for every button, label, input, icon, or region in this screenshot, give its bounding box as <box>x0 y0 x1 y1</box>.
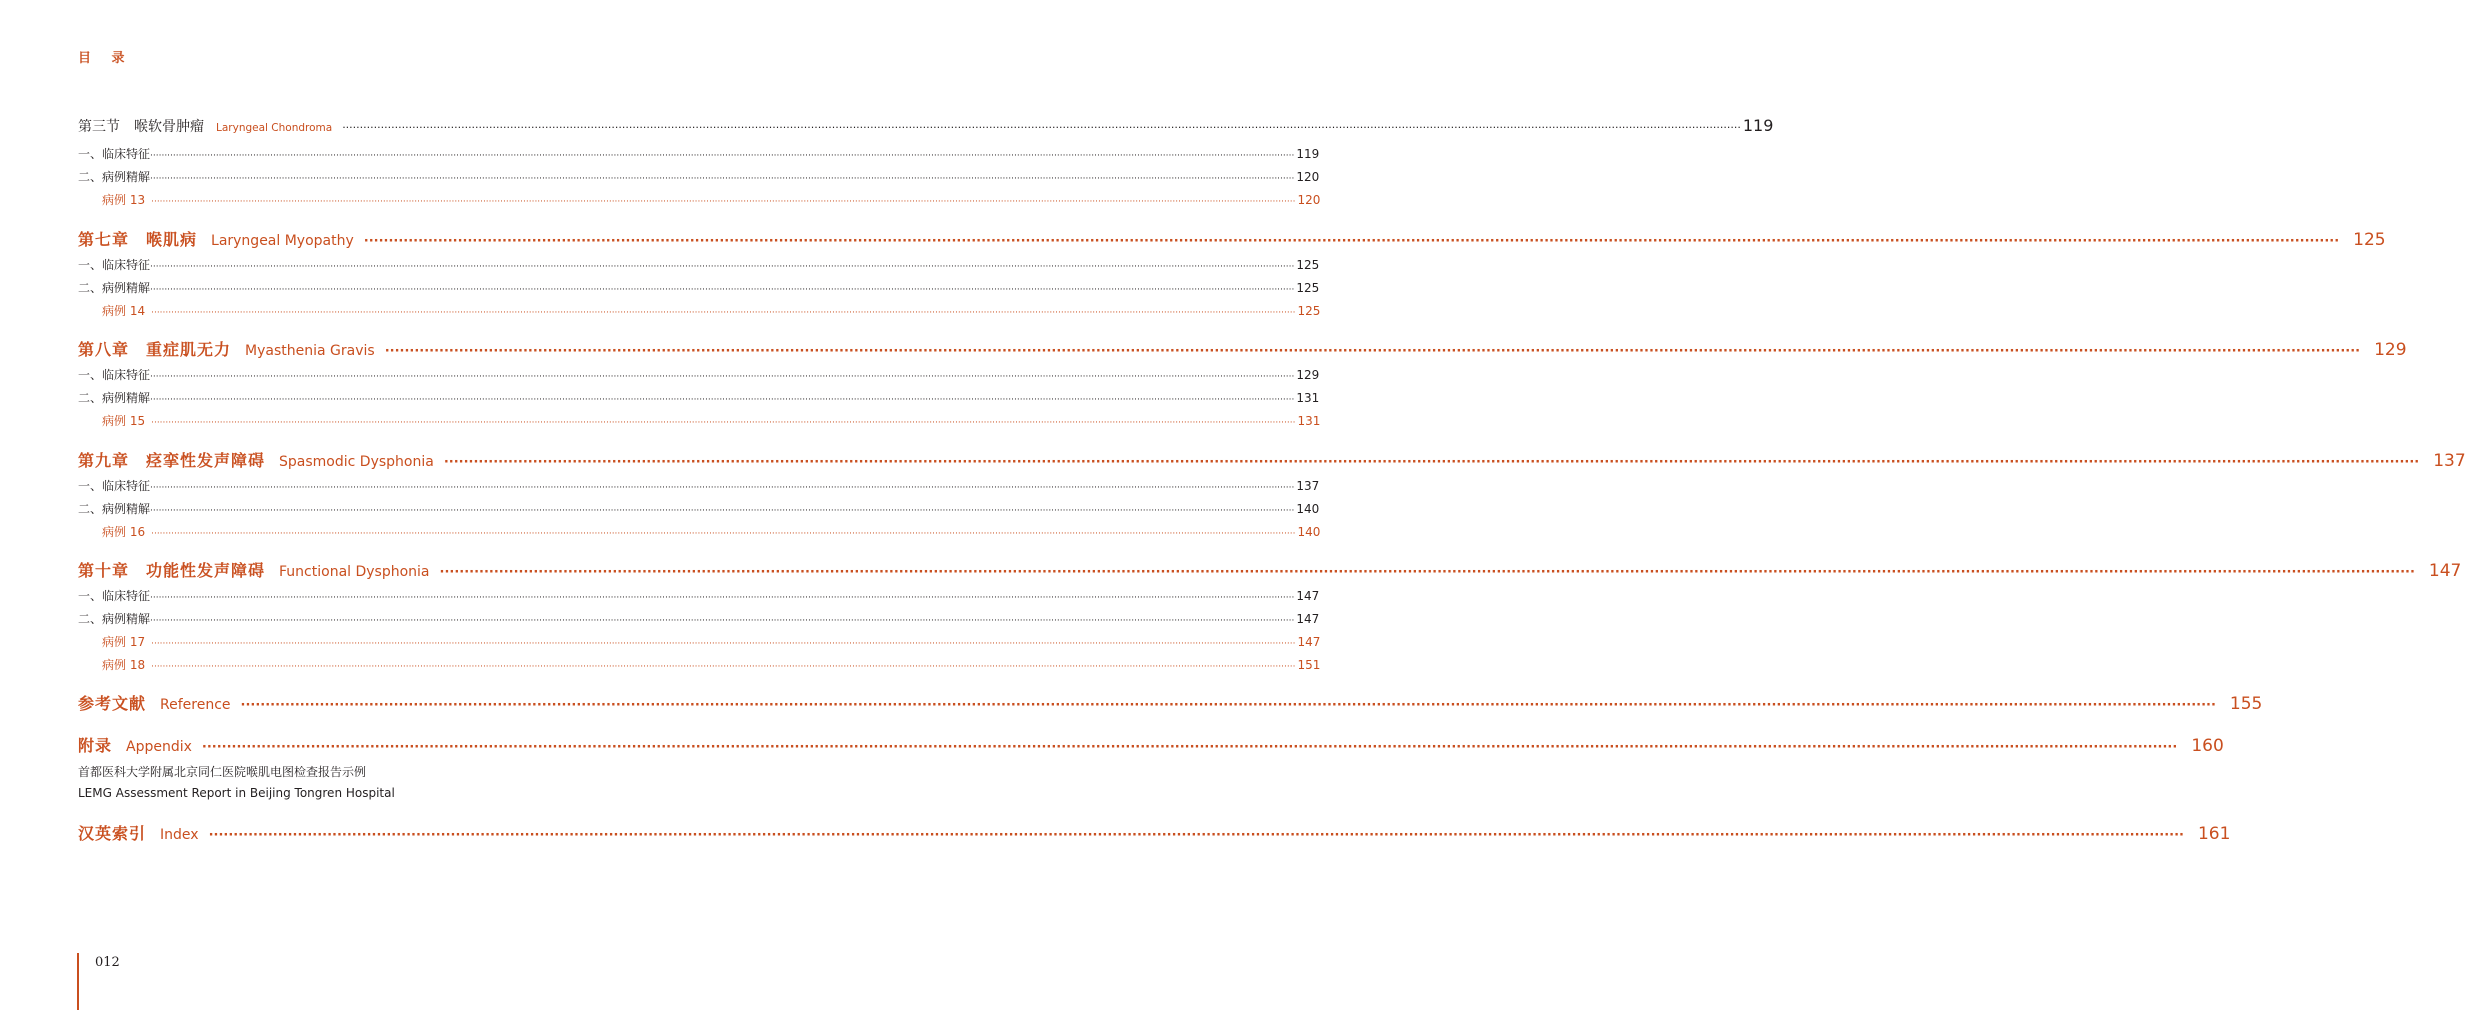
toc-case-row <box>102 412 1321 429</box>
toc-entry-title: 二、病例精解 <box>78 391 151 405</box>
toc-entry-english-title: Index <box>160 827 199 843</box>
toc-entry-english-title: Myasthenia Gravis <box>245 343 375 359</box>
dot-leader: ················································································································································································································································································································································································································ <box>342 121 1741 134</box>
toc-entry-title: 第十章 功能性发声障碍 <box>78 561 266 580</box>
toc-case-row <box>102 191 1321 208</box>
toc-entry-title: 二、病例精解 <box>78 281 151 295</box>
toc-entry-page-number: 147 <box>1296 589 1320 603</box>
toc-entry-page-number: 140 <box>1297 525 1321 539</box>
toc-entry-english-title: Reference <box>160 697 231 713</box>
toc-entry-page-number: 147 <box>1296 612 1320 626</box>
toc-entry-page-number: 151 <box>1297 658 1321 672</box>
toc-sub-row <box>78 168 1320 185</box>
toc-entry-title: 参考文献 <box>78 694 147 713</box>
toc-case-row <box>102 656 1321 673</box>
toc-entry-page-number: 129 <box>2374 340 2407 360</box>
toc-entry-english-title: Spasmodic Dysphonia <box>279 454 434 470</box>
toc-entry-page-number: 125 <box>1297 304 1321 318</box>
toc-entry-page-number: 140 <box>1296 502 1320 516</box>
toc-entry-title: 一、临床特征 <box>78 147 151 161</box>
toc-entry-title: 第三节 喉软骨肿瘤 <box>78 119 204 135</box>
toc-entry-page-number: 131 <box>1296 391 1320 405</box>
toc-sub-row <box>78 256 1320 273</box>
dot-leader: ················································································································································································································································································································································································································ <box>150 506 1295 516</box>
dot-leader: ················································································································································································································································································································································································································ <box>151 197 1296 207</box>
dot-leader: ················································································································································································································································································································································································································ <box>151 308 1296 318</box>
toc-entry-page-number: 131 <box>1297 414 1321 428</box>
toc-entry-page-number: 147 <box>1297 635 1321 649</box>
dot-leader: ················································································································································································································································································································································································································ <box>208 828 2184 843</box>
toc-chapter-row <box>78 733 2224 756</box>
toc-entry-page-number: 137 <box>1296 479 1320 493</box>
dot-leader: ················································································································································································································································································································································································································ <box>443 455 2420 470</box>
toc-case-row <box>102 302 1321 319</box>
toc-entry-title: 第七章 喉肌病 <box>78 230 198 249</box>
toc-sub-row <box>78 366 1320 383</box>
dot-leader: ················································································································································································································································································································································································································ <box>150 285 1295 295</box>
toc-chapter-row <box>78 227 2386 250</box>
toc-entry-title: 一、临床特征 <box>78 368 151 382</box>
footer-page-number: 012 <box>95 955 120 970</box>
toc-entry-title: 一、临床特征 <box>78 479 151 493</box>
toc-entry-page-number: 120 <box>1297 193 1321 207</box>
toc-entry-title: 病例 16 <box>102 525 146 539</box>
toc-entry-title: 一、临床特征 <box>78 258 151 272</box>
toc-entry-page-number: 155 <box>2229 694 2263 714</box>
toc-entry-english-title: Laryngeal Myopathy <box>211 233 354 249</box>
toc-entry-page-number: 160 <box>2191 736 2224 756</box>
toc-entry-page-number: 129 <box>1296 368 1320 382</box>
dot-leader: ················································································································································································································································································································································································································ <box>150 151 1295 161</box>
footer-accent-bar <box>77 953 79 1010</box>
dot-leader: ················································································································································································································································································································································································································ <box>150 483 1295 493</box>
toc-entry-page-number: 137 <box>2433 451 2466 471</box>
toc-entry-page-number: 161 <box>2197 824 2231 844</box>
toc-sub-row <box>78 477 1320 494</box>
toc-entry-page-number: 125 <box>2353 230 2386 250</box>
dot-leader: ················································································································································································································································································································································································································ <box>384 344 2361 359</box>
toc-sub-row <box>78 279 1320 296</box>
toc-chapter-row <box>78 448 2466 471</box>
toc-sub-row <box>78 587 1320 604</box>
dot-leader: ················································································································································································································································································································································································································ <box>363 234 2340 249</box>
dot-leader: ················································································································································································································································································································································································································ <box>151 662 1296 672</box>
dot-leader: ················································································································································································································································································································································································································ <box>201 740 2178 755</box>
dot-leader: ················································································································································································································································································································································································································ <box>150 593 1295 603</box>
toc-note: LEMG Assessment Report in Beijing Tongren Hospital <box>78 786 395 800</box>
toc-entry-title: 病例 18 <box>102 658 146 672</box>
toc-section-row <box>78 116 1774 136</box>
dot-leader: ················································································································································································································································································································································································································ <box>150 616 1295 626</box>
toc-entry-page-number: 120 <box>1296 170 1320 184</box>
toc-chapter-row <box>78 691 2263 714</box>
dot-leader: ················································································································································································································································································································································································································ <box>151 529 1296 539</box>
toc-chapter-row <box>78 821 2231 844</box>
dot-leader: ················································································································································································································································································································································································································ <box>240 698 2216 713</box>
toc-sub-row <box>78 389 1320 406</box>
page-header-title: 目 录 <box>78 51 133 66</box>
toc-case-row <box>102 523 1321 540</box>
toc-sub-row <box>78 500 1320 517</box>
toc-entry-title: 二、病例精解 <box>78 170 151 184</box>
toc-entry-title: 附录 <box>78 736 113 755</box>
toc-entry-page-number: 125 <box>1296 258 1320 272</box>
toc-entry-title: 汉英索引 <box>78 824 147 843</box>
dot-leader: ················································································································································································································································································································································································································ <box>150 395 1295 405</box>
toc-entry-title: 病例 17 <box>102 635 146 649</box>
toc-sub-row <box>78 145 1320 162</box>
toc-chapter-row <box>78 558 2462 581</box>
toc-case-row <box>102 633 1321 650</box>
toc-entry-english-title: Functional Dysphonia <box>279 564 430 580</box>
toc-sub-row <box>78 610 1320 627</box>
dot-leader: ················································································································································································································································································································································································································ <box>150 174 1295 184</box>
toc-entry-title: 二、病例精解 <box>78 502 151 516</box>
dot-leader: ················································································································································································································································································································································································································ <box>150 262 1295 272</box>
toc-entry-title: 病例 13 <box>102 193 146 207</box>
toc-chapter-row <box>78 337 2407 360</box>
toc-note: 首都医科大学附属北京同仁医院喉肌电图检查报告示例 <box>78 765 367 779</box>
dot-leader: ················································································································································································································································································································································································································ <box>151 418 1296 428</box>
dot-leader: ················································································································································································································································································································································································································ <box>151 639 1296 649</box>
dot-leader: ················································································································································································································································································································································································································ <box>150 372 1295 382</box>
toc-entry-title: 病例 14 <box>102 304 146 318</box>
toc-entry-title: 第九章 痉挛性发声障碍 <box>78 451 266 470</box>
toc-entry-title: 一、临床特征 <box>78 589 151 603</box>
toc-entry-title: 病例 15 <box>102 414 146 428</box>
toc-entry-page-number: 147 <box>2428 561 2462 581</box>
dot-leader: ················································································································································································································································································································································································································ <box>439 565 2415 580</box>
toc-entry-page-number: 119 <box>1742 116 1774 135</box>
toc-entry-english-title: Laryngeal Chondroma <box>216 122 333 134</box>
toc-entry-page-number: 125 <box>1296 281 1320 295</box>
toc-entry-page-number: 119 <box>1296 147 1320 161</box>
toc-entry-english-title: Appendix <box>126 739 192 755</box>
toc-entry-title: 第八章 重症肌无力 <box>78 340 232 359</box>
toc-entry-title: 二、病例精解 <box>78 612 151 626</box>
